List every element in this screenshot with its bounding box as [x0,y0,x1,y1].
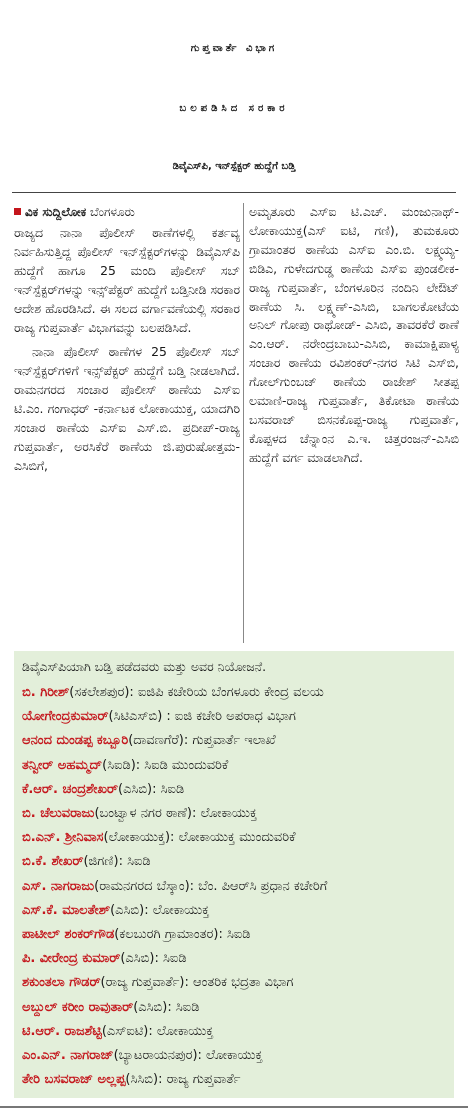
officer-new-posting: ಲೋಕಾಯುಕ್ತ ಮುಂದುವರಿಕೆ [174,830,296,846]
promotion-row [22,1020,448,1044]
officer-name: ಬಿ.ಎನ್. ಶ್ರೀನಿವಾಸ [22,830,104,846]
promotion-row [22,923,448,947]
promotion-list-title: ಡಿವೈಎಸ್‌ಪಿಯಾಗಿ ಬಡ್ತಿ ಪಡೆದವರು ಮತ್ತು ಅವರ ನಿಯೋಜನೆ. [22,659,267,674]
byline [14,203,240,222]
subheadline: ಡಿವೈಎಸ್‌ಪಿ, ಇನ್‌ಸ್ಪೆಕ್ಟರ್ ಹುದ್ದೆಗೆ ಬಡ್ತಿ [172,161,296,172]
officer-name: ತೇರಿ ಬಸವರಾಜ್ ಅಲ್ಲಪ್ಪ [22,1072,126,1088]
promotion-row [22,875,448,899]
promotion-row [22,1044,448,1068]
officer-new-posting: ಆಂತರಿಕ ಭದ್ರತಾ ವಿಭಾಗ [188,975,294,991]
officer-new-posting: ಗುಪ್ತವಾರ್ತೆ ಇಲಾಖೆ [188,733,276,749]
column-divider [243,203,244,643]
headline-divider [12,192,456,193]
officer-current-post: (ರಾಜ್ಯ ಗುಪ್ತವಾರ್ತೆ): [100,975,189,991]
officer-new-posting: ರಾಜ್ಯ ಗುಪ್ತವಾರ್ತೆ [162,1072,241,1088]
officer-name: ಬಿ. ಚೆಲುವರಾಜು [22,806,95,822]
promotion-list [22,681,448,1092]
promotion-row [22,826,448,850]
officer-current-post: (ಕಲಬುರಗಿ ಗ್ರಾಮಾಂತರ): [114,927,223,943]
officer-name: ಆನಂದ ದುಂಡಪ್ಪ ಕಬ್ಬೂರಿ [22,733,129,749]
officer-current-post: (ದಾವಣಗೆರೆ): [128,733,189,749]
officer-name: ಟಿ.ಆರ್. ರಾಜಶೆಟ್ಟಿ [22,1023,102,1039]
promotion-list-box [14,651,454,1098]
officer-new-posting: ಐಜಿಪಿ ಕಚೇರಿಯ ಬೆಂಗಳೂರು ಕೇಂದ್ರ ವಲಯ [133,685,324,700]
officer-current-post: (ಸಿಸಿಬಿ): [125,1072,163,1088]
promotion-row [22,899,448,923]
byline-source: ವಿಕ ಸುದ್ದಿಲೋಕ [25,205,87,219]
promotion-row [22,1068,448,1092]
bullet-square-icon [14,208,21,215]
officer-current-post: (ಬಂಟ್ವಾಳ ನಗರ ಠಾಣೆ): [94,806,197,822]
officer-new-posting: ಲೋಕಾಯುಕ್ತ [196,806,257,822]
article-paragraph-1: ರಾಜ್ಯದ ನಾನಾ ಪೊಲೀಸ್ ಠಾಣೆಗಳಲ್ಲಿ ಕರ್ತವ್ಯ ನಿರ್ವಹಿಸುತ್ತಿದ್ದ ಪೊಲೀಸ್ ಇನ್‌ಸ್ಪೆಕ್ಟರ್‌ಗಳನ್ನು ಡಿವೈಎಸ್‌ಪಿ ಹುದ್ದೆಗೆ ಹಾಗೂ 25 ಮಂದಿ ಪೊಲೀಸ್ ಸಬ್ ಇನ್‌ಸ್ಪೆಕ್ಟರ್‌ಗಳನ್ನು ಇನ್ಸ್‌ಪೆಕ್ಟರ್ ಹುದ್ದೆಗೆ ಬಡ್ತಿನೀಡಿ ಸರಕಾರ ಆದೇಶ ಹೊರಡಿಸಿದೆ. ಈ ಸಲದ ವರ್ಗಾವಣೆಯಲ್ಲಿ ಸರಕಾರ ರಾಜ್ಯ ಗುಪ್ತವಾರ್ತೆ ವಿಭಾಗವನ್ನು ಬಲಪಡಿಸಿದೆ. [14,225,240,335]
officer-new-posting: ಸಿಐಡಿ [156,781,185,797]
page-bottom-rule [0,1106,468,1108]
promotion-row [22,729,448,753]
promotion-row [22,947,448,971]
promotion-row [22,850,448,874]
officer-current-post: (ಸಿಐಡಿ): [102,757,141,773]
officer-new-posting: ಐಜಿ ಕಚೇರಿ ಅಪರಾಧ ವಿಭಾಗ [170,709,296,725]
officer-new-posting: ಲೋಕಾಯುಕ್ತ [148,902,210,918]
officer-current-post: (ಜಿಗಣಿ): [83,854,123,870]
officer-current-post: (ಎಸ್‌ಐಟಿ): [101,1023,153,1039]
officer-current-post: (ರಾಮನಗರದ ಬೆಸ್ಕಾಂ): [94,878,195,894]
officer-new-posting: ಸಿಐಡಿ [158,951,187,967]
officer-name: ಶಕುಂತಲಾ ಗೌಡರ್ [22,975,101,991]
promotion-row [22,802,448,826]
officer-name: ತನ್ವೀರ್ ಅಹಮ್ಮದ್ [22,757,103,773]
article-paragraph-2: ನಾನಾ ಪೊಲೀಸ್ ಠಾಣೆಗಳ 25 ಪೊಲೀಸ್ ಸಬ್ ಇನ್‌ಸ್ಪೆಕ್ಟರ್‌ಗಳಿಗೆ ಇನ್ಸ್‌ಪೆಕ್ಟರ್ ಹುದ್ದೆಗೆ ಬಡ್ತಿ ನೀಡಲಾಗಿದೆ. ರಾಮನಗರದ ಸಂಚಾರ ಪೊಲೀಸ್ ಠಾಣೆಯ ಎಸ್‌ಐ ಟಿ.ಎಂ. ಗಂಗಾಧರ್ -ಕರ್ನಾಟಕ ಲೋಕಾಯುಕ್ತ, ಯಾದಗಿರಿ ಸಂಚಾರ ಠಾಣೆಯ ಎಸ್‌ಐ ಎಸ್.ಬಿ. ಪ್ರದೀಪ್-ರಾಜ್ಯ ಗುಪ್ತವಾರ್ತೆ, ಅರಸಿಕೆರೆ ಠಾಣೆಯ ಜಿ.ಪುರುಷೋತ್ತಮ-ಎಸಿಬಿಗೆ, [14,344,240,473]
officer-current-post: (ಎಸಿಬಿ): [118,781,157,797]
headline-line-1: ಗುಪ್ತವಾರ್ತೆ ವಿಭಾಗ [190,43,278,54]
officer-new-posting: ಸಿಐಡಿ ಮುಂದುವರಿಕೆ [140,757,229,773]
officer-name: ಅಬ್ದುಲ್ ಕರೀಂ ರಾವುತಾರ್ [22,999,134,1015]
officer-current-post: (ಬ್ಯಾಟರಾಯನಪುರ): [113,1048,202,1064]
promotion-row [22,754,448,778]
officer-name: ಬಿ. ಗಿರೀಶ್ [22,685,70,700]
officer-name: ಯೋಗೇಂದ್ರಕುಮಾರ್ [22,709,109,725]
article-paragraph-3: ಅಮೃತೂರು ಎಸ್‌ಐ ಟಿ.ಎಚ್. ಮಂಜುನಾಥ್-ಲೋಕಾಯುಕ್ತ(ಎಸ್ ಐಟಿ, ಗಣಿ), ತುಮಕೂರು ಗ್ರಾಮಾಂತರ ಠಾಣೆಯ ಎಸ್‌ಐ ಎಂ.ಬಿ. ಲಕ್ಷ್ಮಯ್ಯ-ಬಿಡಿಎ, ಗುಳೇದಗುಡ್ಡ ಠಾಣೆಯ ಎಸ್‌ಐ ಪುಂಡಲೀಕ-ರಾಜ್ಯ ಗುಪ್ತವಾರ್ತೆ, ಬೆಂಗಳೂರಿನ ನಂದಿನಿ ಲೇಔಟ್ ಠಾಣೆಯ ಸಿ. ಲಕ್ಷ್ಮಣ್-ಎಸಿಬಿ, ಬಾಗಲಕೋಟೆಯ ಅನಿಲ್ ಗೋಪು ರಾಥೋಡ್- ಎಸಿಬಿ, ತಾವರಕೆರೆ ಠಾಣೆ ಎಂ.ಆರ್. ನರೇಂದ್ರಬಾಬು-ಎಸಿಬಿ, ಕಾಮಾಕ್ಷಿಪಾಳ್ಯ ಸಂಚಾರ ಠಾಣೆಯ ರವಿಶಂಕರ್-ನಗರ ಸಿಟಿ ಎಸ್‌ಬಿ, ಗೋಲ್‌ಗುಂಬಜ್ ಠಾಣೆಯ ರಾಜೇಶ್ ಸೀತಪ್ಪ ಲಮಾಣಿ-ರಾಜ್ಯ ಗುಪ್ತವಾರ್ತೆ, ತಿಕೋಟಾ ಠಾಣೆಯ ಬಸವರಾಜ್ ಬಿಸನಕೊಪ್ಪ-ರಾಜ್ಯ ಗುಪ್ತವಾರ್ತೆ, ಕೊಪ್ಪಳದ ಚೆನ್ನಾಂನ ಎ.ಇ. ಚಿತ್ತರಂಜನ್-ಎಸಿಬಿ ಹುದ್ದೆಗೆ ವರ್ಗ ಮಾಡಲಾಗಿದೆ. [249,204,459,465]
officer-current-post: (ಲೋಕಾಯುಕ್ತ): [103,830,175,846]
promotion-row [22,996,448,1020]
officer-name: ಎಂ.ಎನ್. ನಾಗರಾಜ್ [22,1048,114,1064]
officer-current-post: (ಎಸಿಬಿ): [120,951,159,967]
officer-name: ಎಸ್.ಕೆ. ಮಾಲತೇಶ್ [22,902,111,918]
promotion-row [22,778,448,802]
officer-new-posting: ಲೋಕಾಯುಕ್ತ [201,1048,263,1064]
article-left-column [14,203,240,643]
officer-name: ಕೆ.ಆರ್. ಚಂದ್ರಶೇಖರ್ [22,781,118,797]
officer-new-posting: ಸಿಐಡಿ [222,927,251,943]
promotion-row [22,681,448,705]
officer-name: ಬಿ.ಕೆ. ಶೇಖರ್ [22,854,84,870]
officer-name: ಪಿ. ವೀರೇಂದ್ರ ಕುಮಾರ್ [22,951,121,967]
officer-name: ಪಾಟೀಲ್ ಶಂಕರ್‌ಗೌಡ [22,927,115,943]
byline-place: ಬೆಂಗಳೂರು [89,205,135,219]
officer-new-posting: ಸಿಐಡಿ [122,854,151,870]
officer-current-post: (ಸಕಲೇಶಪುರ): [69,685,134,700]
officer-current-post: (ಸಿಟಿಎಸ್‌ಬಿ) : [108,709,171,725]
officer-name: ಎಸ್. ನಾಗರಾಜು [22,878,95,894]
promotion-row [22,971,448,995]
article-right-column [249,203,459,643]
officer-new-posting: ಸಿಐಡಿ [171,999,200,1015]
officer-new-posting: ಲೋಕಾಯುಕ್ತ [152,1023,214,1039]
officer-current-post: (ಎಸಿಬಿ): [110,902,149,918]
officer-new-posting: ಬೆಂ. ಪಿಆರ್‌ಸಿ ಪ್ರಧಾನ ಕಚೇರಿಗೆ [194,878,328,894]
officer-current-post: (ಎಸಿಬಿ): [133,999,172,1015]
headline-line-2: ಬಲಪಡಿಸಿದ ಸರಕಾರ [179,103,289,114]
promotion-row [22,705,448,729]
